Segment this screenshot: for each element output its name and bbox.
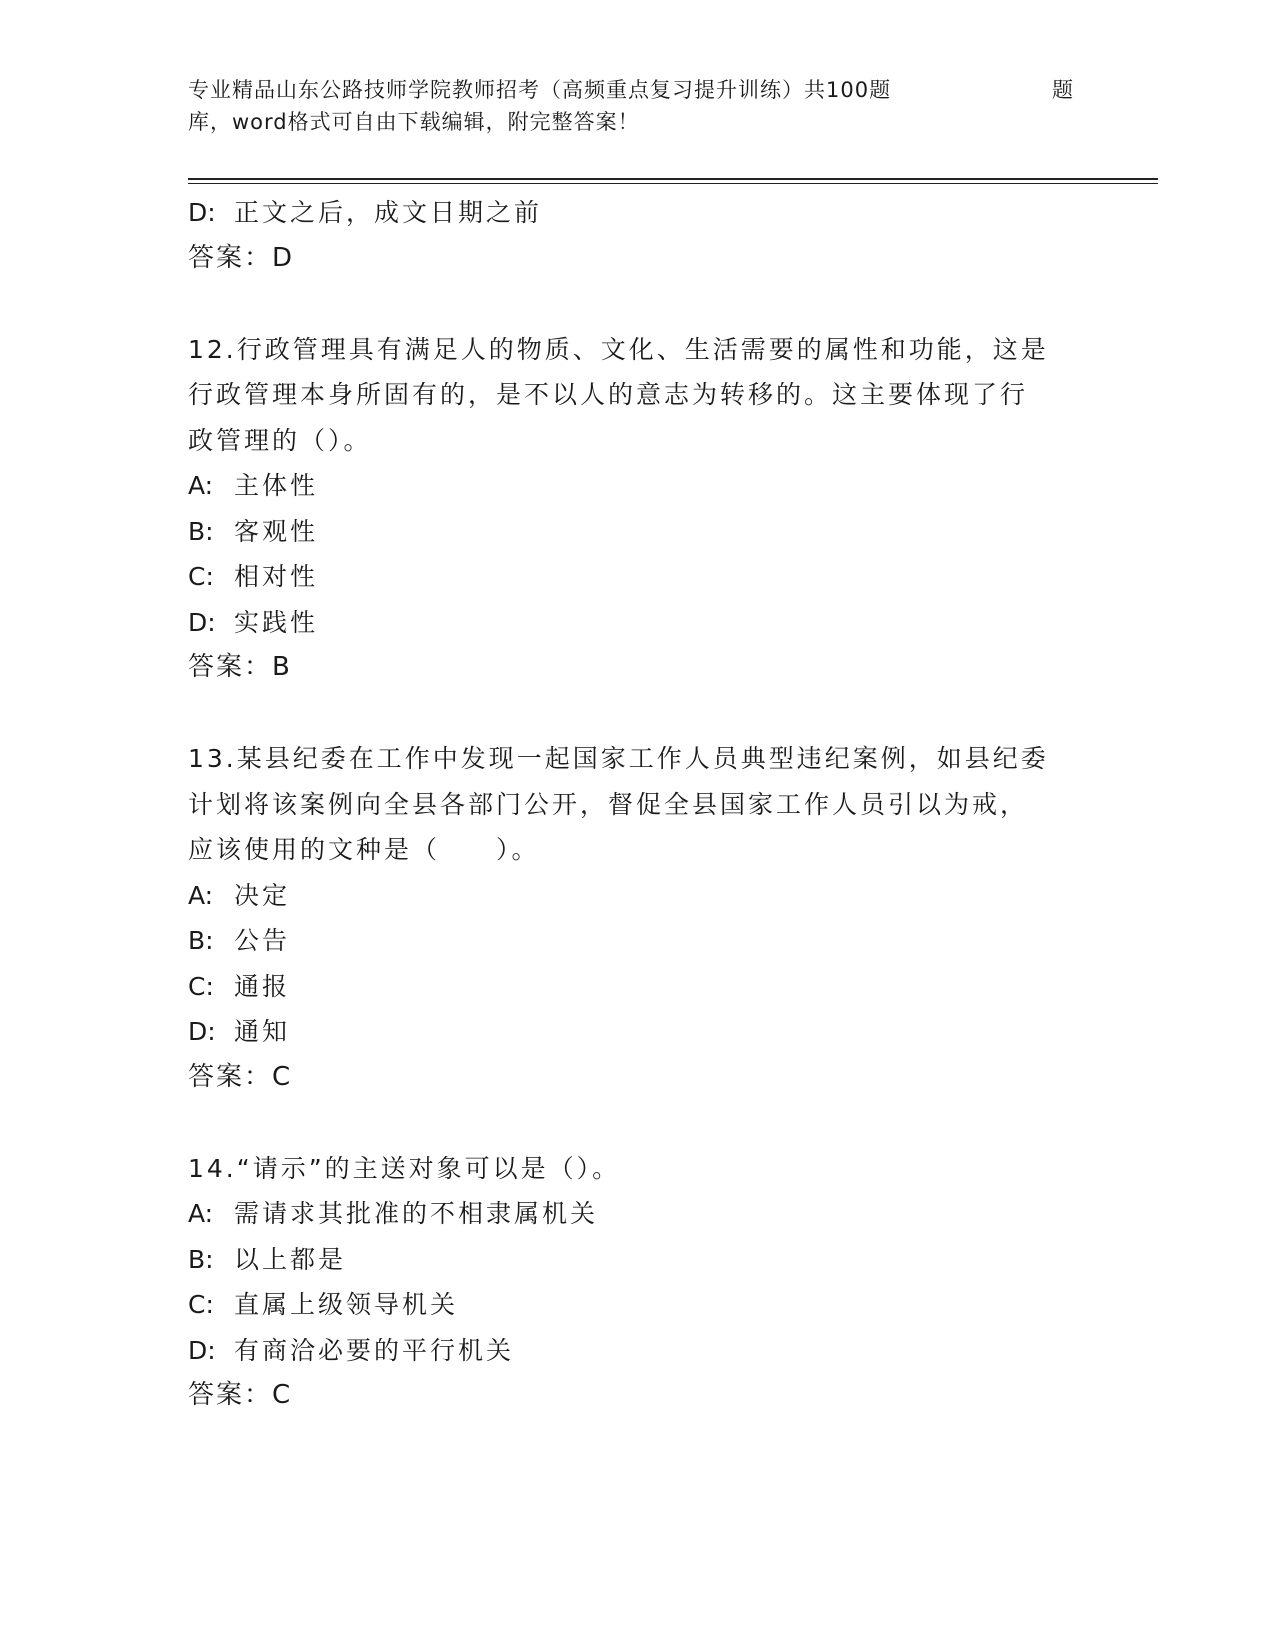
page-header [188, 74, 1088, 138]
answer: 答案：C [188, 1380, 293, 1410]
option-key: B: [188, 516, 214, 546]
option-key: B: [188, 1244, 214, 1274]
document-body [188, 190, 1088, 1419]
option-c [188, 1282, 1088, 1328]
question-line: 行政管理本身所固有的，是不以人的意志为转移的。这主要体现了行 [188, 380, 1029, 409]
option-key: D: [188, 1017, 216, 1046]
header-line-1 [188, 74, 1088, 106]
option-key: D: [188, 1335, 216, 1365]
option-key: C: [188, 1290, 214, 1319]
question-line: 13.某县纪委在工作中发现一起国家工作人员典型违纪案例，如县纪委 [188, 744, 1049, 773]
option-key: C: [188, 562, 214, 591]
option-text: 以上都是 [234, 1244, 347, 1274]
question-line: 计划将该案例向全县各部门公开，督促全县国家工作人员引以为戒， [188, 789, 1029, 819]
option-text: 决定 [234, 880, 291, 910]
option-d [188, 1328, 1088, 1374]
option-text: 通报 [234, 971, 291, 1001]
question-14 [188, 1146, 1088, 1419]
header-divider-thin [188, 183, 1158, 184]
question-line: 12.行政管理具有满足人的物质、文化、生活需要的属性和功能，这是 [188, 334, 1049, 364]
option-b [188, 509, 1088, 555]
option-key: C: [188, 971, 214, 1001]
option-d [188, 1009, 1088, 1055]
option-a [188, 463, 1088, 509]
option-b [188, 1237, 1088, 1283]
question-line: 政管理的（）。 [188, 425, 372, 455]
header-title-text: 专业精品山东公路技师学院教师招考（高频重点复习提升训练）共100题 [188, 78, 892, 102]
option-text: 客观性 [234, 516, 319, 546]
option-text: 需请求其批准的不相隶属机关 [234, 1199, 599, 1228]
answer: 答案：B [188, 652, 292, 682]
option-text: 实践性 [234, 607, 319, 637]
prev-option-d [188, 190, 1088, 236]
answer: 答案：C [188, 1061, 293, 1092]
option-key: D: [188, 607, 216, 637]
option-key: B: [188, 926, 214, 955]
option-text: 公告 [234, 926, 291, 955]
question-line: 14.“请示”的主送对象可以是（）。 [188, 1153, 621, 1183]
option-text: 有商洽必要的平行机关 [234, 1335, 515, 1365]
option-text: 相对性 [234, 562, 319, 591]
option-d [188, 600, 1088, 646]
question-line: 应该使用的文种是（ ）。 [188, 835, 540, 864]
option-key: A: [188, 471, 214, 500]
question-12 [188, 327, 1088, 691]
header-title-tail: 题 [1052, 78, 1074, 102]
header-line-2: 库，word格式可自由下载编辑，附完整答案！ [188, 110, 640, 134]
option-key: A: [188, 880, 214, 910]
option-a [188, 1191, 1088, 1237]
option-b [188, 918, 1088, 964]
prev-answer: 答案：D [188, 242, 295, 273]
option-text: 正文之后，成文日期之前 [234, 198, 543, 227]
option-key: A: [188, 1199, 214, 1228]
option-c [188, 964, 1088, 1010]
option-text: 直属上级领导机关 [234, 1290, 459, 1319]
option-c [188, 554, 1088, 600]
option-text: 通知 [234, 1017, 291, 1046]
option-a [188, 873, 1088, 919]
option-key: D: [188, 198, 216, 227]
option-text: 主体性 [234, 471, 319, 500]
question-13 [188, 736, 1088, 1100]
header-divider-thick [188, 178, 1158, 180]
